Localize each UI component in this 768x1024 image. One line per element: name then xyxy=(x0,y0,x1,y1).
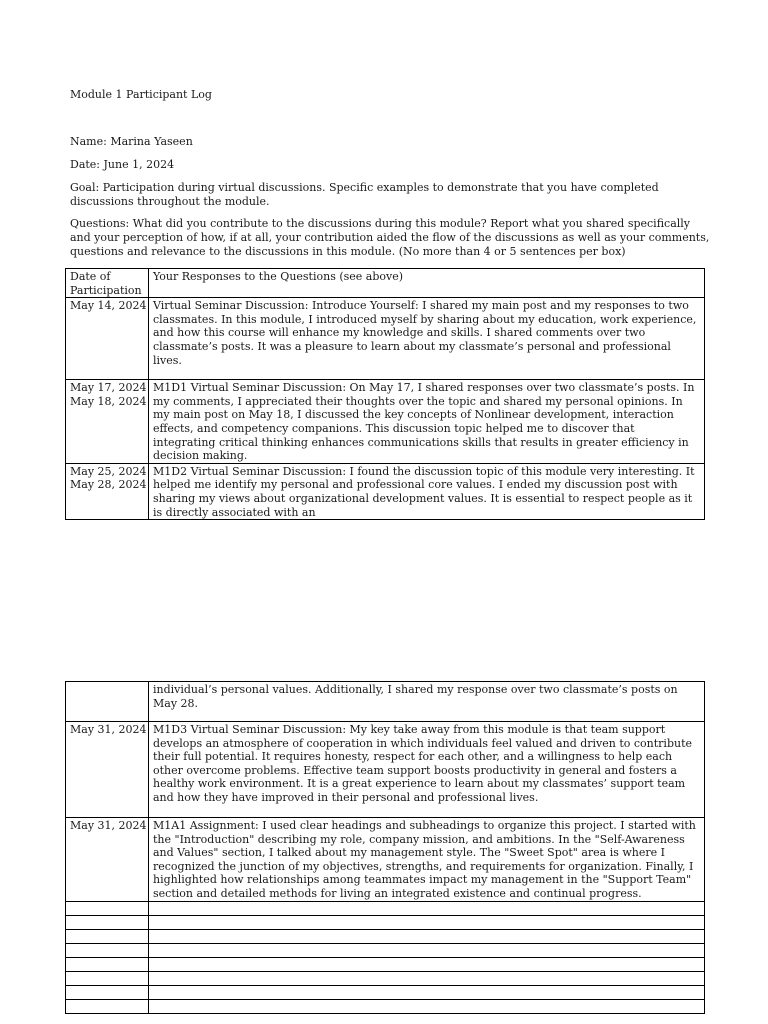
response-cell xyxy=(149,298,705,380)
document-title: Module 1 Participant Log xyxy=(70,88,212,101)
empty-table-row xyxy=(66,943,705,957)
response-cell xyxy=(149,682,705,722)
empty-table-row xyxy=(66,971,705,985)
empty-response-cell xyxy=(149,901,705,915)
table-header-row xyxy=(66,269,705,298)
date-cell xyxy=(66,682,149,722)
response-text: M1D3 Virtual Seminar Discussion: My key take away from this module is that team support develops an atmosphere of cooperation in which individuals feel valued and driven to contribute their full potential. It requires honesty, respect for each other, and a willingness to help each other overcome problems. Effective team support boosts productivity in general and fosters a healthy work environment. It is a great experience to learn about my classmates’ support team and how they have improved in their personal and professional lives. xyxy=(153,723,693,804)
header-responses: Your Responses to the Questions (see above) xyxy=(149,269,705,298)
empty-table-row xyxy=(66,915,705,929)
empty-table-row xyxy=(66,901,705,915)
questions-line: Questions: What did you contribute to the discussions during this module? Report what you shared specifically and your perception of how, if at all, your contribution aided the flow of the discussions as well as your comments, questions and relevance to the discussions in this module. (No more than 4 or 5 sentences per box) xyxy=(70,217,710,258)
empty-table-row xyxy=(66,929,705,943)
empty-date-cell xyxy=(66,957,149,971)
date-text: May 18, 2024 xyxy=(70,394,147,408)
empty-date-cell xyxy=(66,915,149,929)
participation-log-table-page1 xyxy=(65,268,705,520)
date-text: May 25, 2024 xyxy=(70,464,147,478)
date-text: May 31, 2024 xyxy=(70,819,147,832)
response-cell xyxy=(149,722,705,818)
empty-response-cell xyxy=(149,943,705,957)
participation-log-table-page2 xyxy=(65,681,705,1014)
goal-line: Goal: Participation during virtual discussions. Specific examples to demonstrate that you have completed discussions throughout the module. xyxy=(70,181,659,208)
date-text: May 28, 2024 xyxy=(70,478,147,492)
response-cell xyxy=(149,380,705,464)
date-cell xyxy=(66,463,149,519)
response-text: M1D1 Virtual Seminar Discussion: On May 17, I shared responses over two classmate’s posts. In my comments, I appreciated their thoughts over the topic and shared my personal opinions. In my main post on May 18, I discussed the key concepts of Nonlinear development, interaction effects, and competency companions. This discussion topic helped me to discover that integrating critical thinking enhances communications skills that results in greater efficiency in decision making. xyxy=(153,381,695,463)
empty-table-row xyxy=(66,957,705,971)
response-text: individual’s personal values. Additionally, I shared my response over two classmate’s posts on May 28. xyxy=(153,683,678,710)
table-row xyxy=(66,818,705,902)
response-text: Virtual Seminar Discussion: Introduce Yourself: I shared my main post and my responses to two classmates. In this module, I introduced myself by sharing about my education, work experience, and how this course will enhance my knowledge and skills. I shared comments over two classmate’s posts. It was a pleasure to learn about my classmate’s personal and professional lives. xyxy=(153,299,697,367)
table-row xyxy=(66,380,705,464)
date-text: May 31, 2024 xyxy=(70,723,147,736)
date-text: May 17, 2024 xyxy=(70,381,147,395)
response-cell xyxy=(149,818,705,902)
name-line: Name: Marina Yaseen xyxy=(70,135,193,148)
date-cell xyxy=(66,298,149,380)
date-cell xyxy=(66,722,149,818)
date-text: May 14, 2024 xyxy=(70,299,147,313)
empty-date-cell xyxy=(66,943,149,957)
empty-date-cell xyxy=(66,999,149,1013)
empty-table-row xyxy=(66,985,705,999)
empty-response-cell xyxy=(149,929,705,943)
table-row xyxy=(66,298,705,380)
date-cell xyxy=(66,380,149,464)
response-cell xyxy=(149,463,705,519)
empty-table-row xyxy=(66,999,705,1013)
empty-response-cell xyxy=(149,957,705,971)
empty-response-cell xyxy=(149,985,705,999)
header-date-of-participation: Date of Participation xyxy=(66,269,149,298)
table-row xyxy=(66,722,705,818)
response-text: M1D2 Virtual Seminar Discussion: I found the discussion topic of this module very interesting. It helped me identify my personal and professional core values. I ended my discussion post with sharing my views about organizational development values. It is essential to respect people as it is directly associated with an xyxy=(153,464,695,519)
table-row xyxy=(66,463,705,519)
empty-response-cell xyxy=(149,915,705,929)
date-line: Date: June 1, 2024 xyxy=(70,158,175,171)
empty-date-cell xyxy=(66,929,149,943)
empty-date-cell xyxy=(66,985,149,999)
date-cell xyxy=(66,818,149,902)
empty-date-cell xyxy=(66,901,149,915)
table-row xyxy=(66,682,705,722)
empty-response-cell xyxy=(149,971,705,985)
empty-response-cell xyxy=(149,999,705,1013)
response-text: M1A1 Assignment: I used clear headings and subheadings to organize this project. I started with the "Introduction" describing my role, company mission, and ambitions. In the "Self-Awareness and Values" section, I talked about my management style. The "Sweet Spot" area is where I recognized the junction of my objectives, strengths, and requirements for organization. Finally, I highlighted how relationships among teammates impact my management in the "Support Team" section and detailed methods for living an integrated existence and continual progress. xyxy=(153,819,696,900)
empty-date-cell xyxy=(66,971,149,985)
